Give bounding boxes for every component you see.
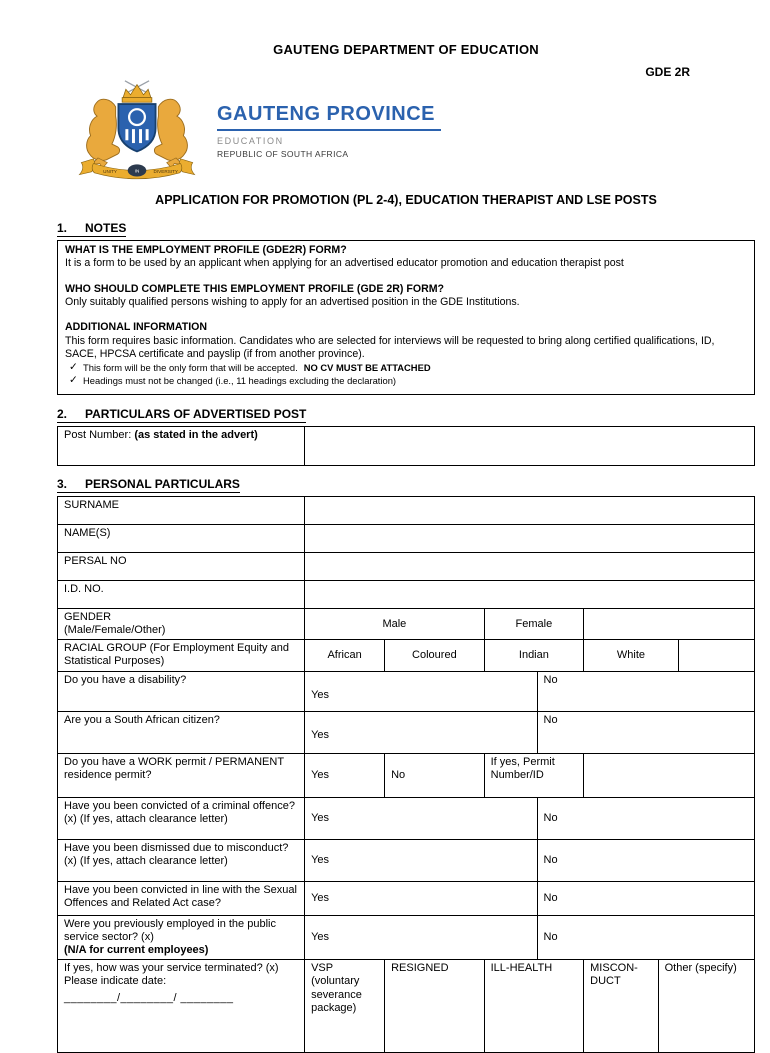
work-permit-ifyes-label: If yes, Permit Number/ID bbox=[485, 754, 585, 797]
persal-input[interactable] bbox=[305, 553, 754, 580]
advertised-post-table bbox=[57, 426, 755, 466]
sexual-offences-row bbox=[58, 882, 754, 916]
persal-label: PERSAL NO bbox=[58, 553, 305, 580]
post-number-label: Post Number: (as stated in the advert) bbox=[58, 427, 305, 465]
section-personal-number: 3. bbox=[57, 476, 68, 491]
id-number-label: I.D. NO. bbox=[58, 581, 305, 608]
names-label: NAME(S) bbox=[58, 525, 305, 552]
racial-other-input[interactable] bbox=[679, 640, 753, 670]
racial-group-row bbox=[58, 640, 754, 671]
post-number-label-bold: (as stated in the advert) bbox=[134, 428, 258, 441]
post-number-input[interactable] bbox=[305, 427, 754, 465]
misconduct-label: Have you been dismissed due to misconduct? (x) (If yes, attach clearance letter) bbox=[58, 840, 305, 881]
racial-african-option[interactable]: African bbox=[305, 640, 385, 670]
gender-male-option[interactable]: Male bbox=[305, 609, 485, 639]
lion-right-icon bbox=[154, 99, 187, 169]
notes-q1-body: It is a form to be used by an applicant when applying for an advertised educator promotion and education therapist post bbox=[65, 257, 624, 270]
section-personal-heading bbox=[57, 477, 755, 493]
work-permit-yes-option[interactable]: Yes bbox=[305, 754, 385, 797]
form-code: GDE 2R bbox=[645, 65, 690, 79]
motto-unity: UNITY bbox=[103, 168, 118, 174]
criminal-offence-row bbox=[58, 798, 754, 840]
notes-bullet-2 bbox=[65, 375, 747, 387]
notes-q2-title: WHO SHOULD COMPLETE THIS EMPLOYMENT PROFILE (GDE 2R) FORM? bbox=[65, 282, 445, 295]
surname-row bbox=[58, 497, 754, 525]
document-title: APPLICATION FOR PROMOTION (PL 2-4), EDUCATION THERAPIST AND LSE POSTS bbox=[155, 193, 657, 207]
work-permit-row bbox=[58, 754, 754, 798]
citizen-no-option[interactable]: No bbox=[543, 713, 558, 726]
citizen-yes-option[interactable]: Yes bbox=[305, 712, 537, 753]
logo-text bbox=[217, 103, 441, 159]
racial-indian-option[interactable]: Indian bbox=[485, 640, 585, 670]
terminated-vsp-option[interactable]: VSP (voluntary severance package) bbox=[305, 960, 385, 1052]
disability-no-option[interactable]: No bbox=[543, 673, 558, 686]
service-terminated-row bbox=[58, 960, 754, 1052]
check-icon: ✓ bbox=[69, 374, 78, 387]
logo-country-label: REPUBLIC OF SOUTH AFRICA bbox=[217, 149, 349, 159]
racial-white-option[interactable]: White bbox=[584, 640, 679, 670]
public-service-no-option[interactable]: No bbox=[543, 930, 558, 943]
criminal-no-option[interactable]: No bbox=[543, 811, 558, 824]
logo-division-label: EDUCATION bbox=[217, 136, 284, 146]
notes-q3-body: This form requires basic information. Candidates who are selected for interviews will be requested to bring along certified qualifications, ID, SACE, HPCSA certificate and payslip (if from another province). bbox=[65, 334, 715, 361]
notes-bullet-1-bold: NO CV MUST BE ATTACHED bbox=[303, 362, 431, 374]
notes-bullet-1 bbox=[65, 362, 747, 374]
surname-label: SURNAME bbox=[58, 497, 305, 524]
province-name: GAUTENG PROVINCE bbox=[217, 103, 441, 131]
check-icon: ✓ bbox=[69, 361, 78, 374]
section-notes-title: NOTES bbox=[85, 221, 127, 235]
gender-row bbox=[58, 609, 754, 640]
disability-row bbox=[58, 672, 754, 712]
misconduct-yes-option[interactable]: Yes bbox=[305, 840, 537, 881]
work-permit-number-input[interactable] bbox=[584, 754, 754, 797]
names-row bbox=[58, 525, 754, 553]
terminated-illhealth-option[interactable]: ILL-HEALTH bbox=[485, 960, 585, 1052]
gender-female-option[interactable]: Female bbox=[485, 609, 585, 639]
terminated-resigned-option[interactable]: RESIGNED bbox=[385, 960, 485, 1052]
names-input[interactable] bbox=[305, 525, 754, 552]
section-notes-heading bbox=[57, 221, 755, 237]
coat-of-arms bbox=[67, 79, 207, 183]
service-terminated-label: If yes, how was your service terminated? (x) Please indicate date: ________/________/ ________ bbox=[58, 960, 305, 1052]
crown-icon bbox=[123, 85, 151, 98]
id-number-input[interactable] bbox=[305, 581, 754, 608]
racial-coloured-option[interactable]: Coloured bbox=[385, 640, 485, 670]
public-service-yes-option[interactable]: Yes bbox=[305, 916, 537, 960]
criminal-offence-label: Have you been convicted of a criminal offence? (x) (If yes, attach clearance letter) bbox=[58, 798, 305, 839]
work-permit-no-option[interactable]: No bbox=[385, 754, 485, 797]
personal-particulars-table bbox=[57, 496, 755, 1053]
misconduct-no-option[interactable]: No bbox=[543, 853, 558, 866]
citizen-row bbox=[58, 712, 754, 754]
public-service-label: Were you previously employed in the public service sector? (x) (N/A for current employees) bbox=[58, 916, 305, 960]
disability-yes-option[interactable]: Yes bbox=[305, 672, 537, 711]
disability-label: Do you have a disability? bbox=[58, 672, 305, 711]
racial-group-label: RACIAL GROUP (For Employment Equity and Statistical Purposes) bbox=[58, 640, 305, 670]
notes-bullet-2-text: Headings must not be changed (i.e., 11 headings excluding the declaration) bbox=[83, 375, 397, 387]
lion-left-icon bbox=[87, 99, 120, 169]
section-post-heading bbox=[57, 407, 755, 423]
notes-q1-title: WHAT IS THE EMPLOYMENT PROFILE (GDE2R) FORM? bbox=[65, 244, 347, 256]
gender-sublabel: (Male/Female/Other) bbox=[64, 624, 166, 637]
shield-icon bbox=[118, 104, 155, 151]
misconduct-row bbox=[58, 840, 754, 882]
id-number-row bbox=[58, 581, 754, 609]
section-notes-number: 1. bbox=[57, 221, 68, 235]
post-number-row bbox=[58, 427, 754, 465]
terminated-misconduct-option[interactable]: MISCON-DUCT bbox=[584, 960, 658, 1052]
terminated-other-option[interactable]: Other (specify) bbox=[664, 962, 737, 975]
gender-other-input[interactable] bbox=[584, 609, 754, 639]
sexual-offences-no-option[interactable]: No bbox=[543, 891, 558, 904]
public-service-row bbox=[58, 916, 754, 961]
citizen-label: Are you a South African citizen? bbox=[58, 712, 305, 753]
gender-label: GENDER (Male/Female/Other) bbox=[58, 609, 305, 639]
criminal-yes-option[interactable]: Yes bbox=[305, 798, 537, 839]
notes-q3-title: ADDITIONAL INFORMATION bbox=[65, 321, 208, 334]
section-post-title: PARTICULARS OF ADVERTISED POST bbox=[85, 406, 307, 421]
persal-row bbox=[58, 553, 754, 581]
surname-input[interactable] bbox=[305, 497, 754, 524]
section-post-number: 2. bbox=[57, 406, 68, 421]
notes-box bbox=[57, 240, 755, 395]
work-permit-label: Do you have a WORK permit / PERMANENT residence permit? bbox=[58, 754, 305, 797]
department-title: GAUTENG DEPARTMENT OF EDUCATION bbox=[273, 42, 539, 57]
notes-q2-body: Only suitably qualified persons wishing to apply for an advertised position in the GDE Institutions. bbox=[65, 296, 520, 309]
service-terminated-date-line[interactable]: ________/________/ ________ bbox=[64, 991, 234, 1004]
public-service-label-bold: (N/A for current employees) bbox=[64, 944, 209, 957]
section-personal-title: PERSONAL PARTICULARS bbox=[85, 476, 240, 491]
motto-in: IN bbox=[134, 168, 140, 174]
logo-block bbox=[67, 79, 755, 183]
motto-diversity: DIVERSITY bbox=[153, 168, 178, 174]
notes-bullet-1-text: This form will be the only form that will be accepted. NO CV MUST BE ATTACHED bbox=[83, 362, 431, 374]
sexual-offences-label: Have you been convicted in line with the Sexual Offences and Related Act case? bbox=[58, 882, 305, 915]
sexual-offences-yes-option[interactable]: Yes bbox=[305, 882, 537, 915]
